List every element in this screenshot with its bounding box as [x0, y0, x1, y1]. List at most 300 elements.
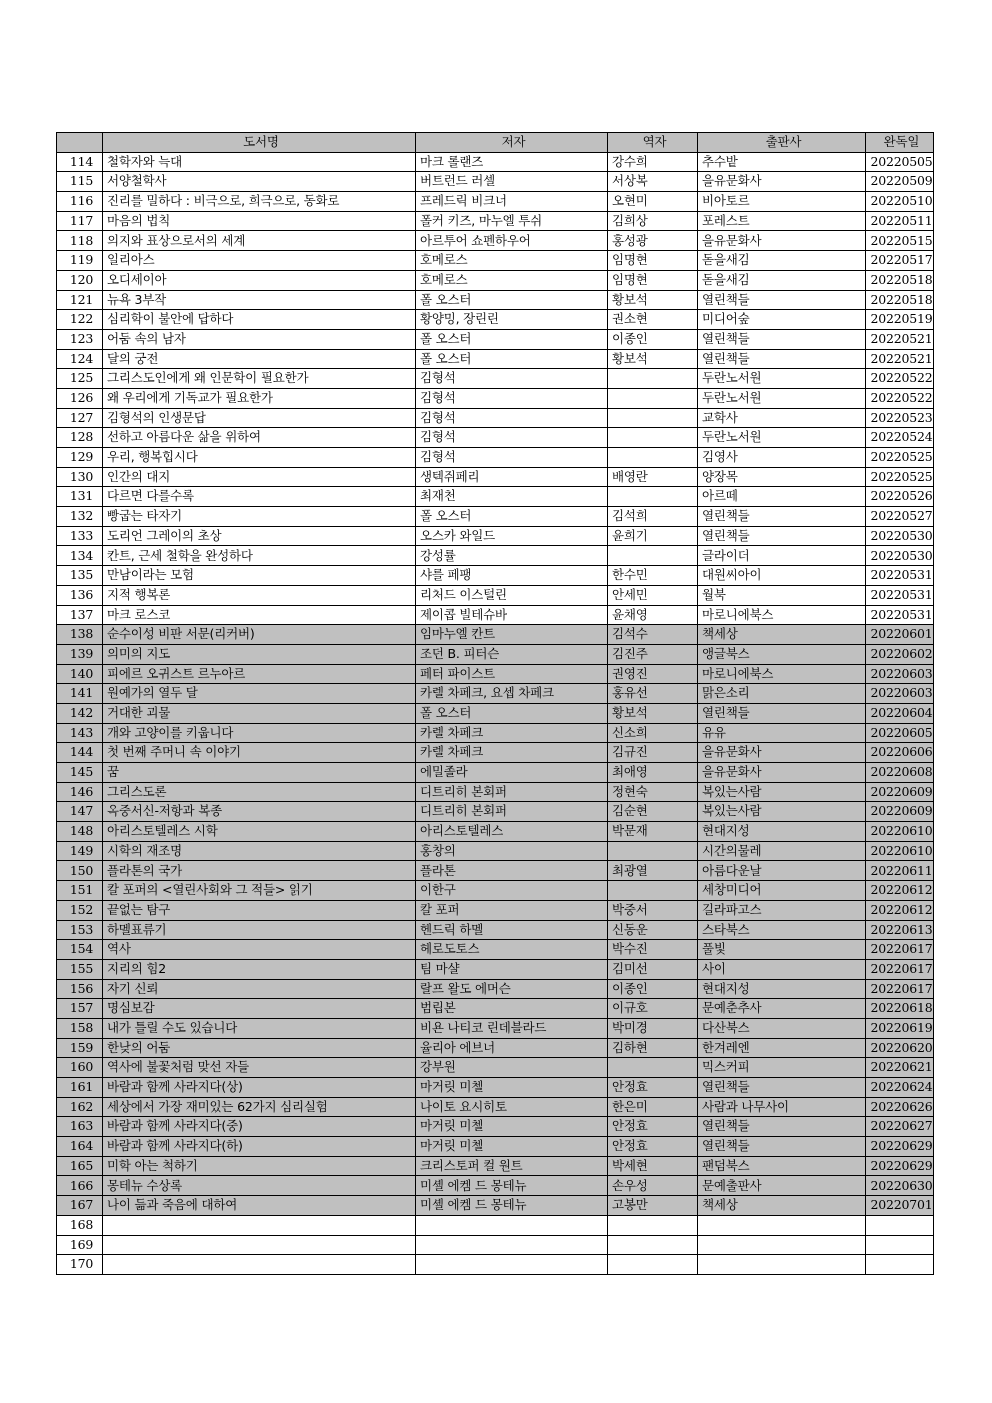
table-header	[57, 133, 934, 153]
cell-author: 김형석	[416, 369, 608, 389]
cell-title: 달의 궁전	[103, 349, 416, 369]
cell-title: 의지와 표상으로서의 세계	[103, 231, 416, 251]
cell-finished-date: 20220601	[866, 625, 934, 645]
cell-row-number: 121	[57, 290, 103, 310]
cell-author: 플라톤	[416, 861, 608, 881]
cell-row-number: 161	[57, 1078, 103, 1098]
cell-title: 칸트, 근세 철학을 완성하다	[103, 546, 416, 566]
cell-publisher: 월북	[698, 585, 866, 605]
table-row	[57, 900, 934, 920]
cell-title: 서양철학사	[103, 172, 416, 192]
cell-row-number: 146	[57, 782, 103, 802]
cell-author: 디트리히 본회퍼	[416, 782, 608, 802]
cell-publisher: 추수밭	[698, 152, 866, 172]
cell-title: 도리언 그레이의 초상	[103, 526, 416, 546]
cell-title: 일리아스	[103, 251, 416, 271]
cell-row-number: 120	[57, 270, 103, 290]
cell-publisher: 김영사	[698, 448, 866, 468]
cell-row-number: 138	[57, 625, 103, 645]
cell-author: 폴커 키즈, 마누엘 투쉬	[416, 211, 608, 231]
table-row	[57, 1176, 934, 1196]
cell-row-number: 128	[57, 428, 103, 448]
cell-row-number: 114	[57, 152, 103, 172]
cell-author: 폴 오스터	[416, 329, 608, 349]
table-row	[57, 408, 934, 428]
table-row	[57, 211, 934, 231]
table-row	[57, 664, 934, 684]
table-row	[57, 625, 934, 645]
cell-row-number: 148	[57, 822, 103, 842]
cell-translator: 황보석	[608, 290, 698, 310]
cell-title	[103, 1215, 416, 1235]
cell-author: 리처드 이스털린	[416, 585, 608, 605]
cell-row-number: 140	[57, 664, 103, 684]
cell-finished-date: 20220627	[866, 1117, 934, 1137]
table-row	[57, 1255, 934, 1275]
cell-translator: 홍성광	[608, 231, 698, 251]
cell-finished-date: 20220505	[866, 152, 934, 172]
cell-author: 비욘 나티코 린데블라드	[416, 1018, 608, 1038]
cell-title: 우리, 행복힙시다	[103, 448, 416, 468]
cell-row-number: 168	[57, 1215, 103, 1235]
cell-finished-date: 20220521	[866, 329, 934, 349]
cell-publisher: 열린책들	[698, 526, 866, 546]
cell-translator: 한은미	[608, 1097, 698, 1117]
cell-finished-date: 20220619	[866, 1018, 934, 1038]
cell-title: 한낮의 어둠	[103, 1038, 416, 1058]
cell-translator	[608, 881, 698, 901]
cell-translator	[608, 841, 698, 861]
cell-title: 끝없는 탐구	[103, 900, 416, 920]
cell-finished-date: 20220603	[866, 664, 934, 684]
table-row	[57, 585, 934, 605]
cell-title: 바람과 함께 사라지다(하)	[103, 1137, 416, 1157]
cell-translator: 박중서	[608, 900, 698, 920]
cell-author: 호메로스	[416, 251, 608, 271]
cell-finished-date: 20220522	[866, 388, 934, 408]
cell-finished-date: 20220526	[866, 487, 934, 507]
cell-title: 어둠 속의 남자	[103, 329, 416, 349]
cell-author: 아르투어 쇼펜하우어	[416, 231, 608, 251]
cell-title: 마크 로스코	[103, 605, 416, 625]
cell-title	[103, 1255, 416, 1275]
cell-publisher: 복있는사람	[698, 782, 866, 802]
cell-finished-date: 20220611	[866, 861, 934, 881]
cell-author: 아리스토텔레스	[416, 822, 608, 842]
cell-finished-date: 20220626	[866, 1097, 934, 1117]
cell-publisher: 을유문화사	[698, 743, 866, 763]
cell-title: 선하고 아름다운 삶을 위하여	[103, 428, 416, 448]
cell-finished-date: 20220525	[866, 467, 934, 487]
cell-author	[416, 1235, 608, 1255]
cell-author: 나이토 요시히토	[416, 1097, 608, 1117]
cell-publisher: 앵글북스	[698, 644, 866, 664]
table-row	[57, 802, 934, 822]
cell-title: 원예가의 열두 달	[103, 684, 416, 704]
cell-author: 폴 오스터	[416, 349, 608, 369]
cell-author: 강성률	[416, 546, 608, 566]
cell-row-number: 156	[57, 979, 103, 999]
cell-translator: 이종인	[608, 979, 698, 999]
table-row	[57, 388, 934, 408]
cell-title: 순수이성 비판 서문(리커버)	[103, 625, 416, 645]
cell-finished-date: 20220531	[866, 566, 934, 586]
cell-publisher: 사람과 나무사이	[698, 1097, 866, 1117]
cell-row-number: 117	[57, 211, 103, 231]
cell-finished-date: 20220610	[866, 841, 934, 861]
cell-row-number: 149	[57, 841, 103, 861]
cell-translator: 정현숙	[608, 782, 698, 802]
cell-translator: 김규진	[608, 743, 698, 763]
cell-author: 김형석	[416, 408, 608, 428]
cell-translator: 손우성	[608, 1176, 698, 1196]
cell-row-number: 127	[57, 408, 103, 428]
cell-translator: 황보석	[608, 349, 698, 369]
cell-author: 카렐 차페크	[416, 743, 608, 763]
cell-translator: 최애영	[608, 763, 698, 783]
cell-publisher: 열린책들	[698, 1117, 866, 1137]
table-row	[57, 251, 934, 271]
cell-translator	[608, 1255, 698, 1275]
cell-translator: 임명현	[608, 270, 698, 290]
cell-publisher: 아르떼	[698, 487, 866, 507]
cell-title: 의미의 지도	[103, 644, 416, 664]
cell-title: 거대한 괴물	[103, 703, 416, 723]
cell-row-number: 157	[57, 999, 103, 1019]
cell-publisher: 열린책들	[698, 1137, 866, 1157]
table-row	[57, 1156, 934, 1176]
cell-translator: 오현미	[608, 192, 698, 212]
cell-finished-date: 20220629	[866, 1156, 934, 1176]
cell-translator: 고봉만	[608, 1196, 698, 1216]
cell-translator: 김석희	[608, 507, 698, 527]
cell-title: 자기 신뢰	[103, 979, 416, 999]
table-row	[57, 999, 934, 1019]
cell-translator: 권소현	[608, 310, 698, 330]
cell-title: 그리스도인에게 왜 인문학이 필요한가	[103, 369, 416, 389]
table-row	[57, 723, 934, 743]
table-row	[57, 546, 934, 566]
cell-publisher: 스타북스	[698, 920, 866, 940]
cell-row-number: 166	[57, 1176, 103, 1196]
cell-publisher: 열린책들	[698, 703, 866, 723]
cell-finished-date: 20220602	[866, 644, 934, 664]
cell-row-number: 155	[57, 959, 103, 979]
cell-author: 마거릿 미첼	[416, 1137, 608, 1157]
table-row	[57, 1235, 934, 1255]
cell-translator	[608, 546, 698, 566]
cell-finished-date: 20220612	[866, 900, 934, 920]
cell-author: 프레드릭 비크너	[416, 192, 608, 212]
cell-title: 미학 아는 척하기	[103, 1156, 416, 1176]
cell-publisher: 맑은소리	[698, 684, 866, 704]
cell-title: 지리의 힘2	[103, 959, 416, 979]
cell-publisher: 책세상	[698, 625, 866, 645]
cell-publisher: 책세상	[698, 1196, 866, 1216]
cell-finished-date: 20220518	[866, 290, 934, 310]
column-header-publisher: 출판사	[698, 133, 866, 153]
column-header-finished-date: 완독일	[866, 133, 934, 153]
cell-row-number: 142	[57, 703, 103, 723]
cell-publisher: 열린책들	[698, 349, 866, 369]
cell-row-number: 145	[57, 763, 103, 783]
cell-row-number: 116	[57, 192, 103, 212]
table-row	[57, 507, 934, 527]
cell-author: 미셸 에켐 드 몽테뉴	[416, 1176, 608, 1196]
cell-author: 김형석	[416, 428, 608, 448]
cell-finished-date: 20220609	[866, 802, 934, 822]
cell-translator: 안정효	[608, 1137, 698, 1157]
table-row	[57, 841, 934, 861]
table-row	[57, 1058, 934, 1078]
cell-row-number: 139	[57, 644, 103, 664]
cell-publisher: 마로니에북스	[698, 605, 866, 625]
cell-publisher: 세창미디어	[698, 881, 866, 901]
cell-finished-date: 20220621	[866, 1058, 934, 1078]
cell-author: 임마누엘 칸트	[416, 625, 608, 645]
cell-translator: 최광열	[608, 861, 698, 881]
table-row	[57, 369, 934, 389]
cell-translator: 김희상	[608, 211, 698, 231]
cell-author: 버트런드 러셀	[416, 172, 608, 192]
cell-publisher: 시간의물레	[698, 841, 866, 861]
cell-translator: 홍유선	[608, 684, 698, 704]
cell-translator: 신소희	[608, 723, 698, 743]
cell-title: 왜 우리에게 기독교가 필요한가	[103, 388, 416, 408]
cell-author: 폴 오스터	[416, 507, 608, 527]
cell-translator: 한수민	[608, 566, 698, 586]
table-row	[57, 782, 934, 802]
cell-publisher: 유유	[698, 723, 866, 743]
cell-author: 김형석	[416, 448, 608, 468]
cell-title: 시학의 재조명	[103, 841, 416, 861]
cell-translator	[608, 448, 698, 468]
cell-publisher: 두란노서원	[698, 369, 866, 389]
cell-publisher: 팬덤북스	[698, 1156, 866, 1176]
cell-title: 몽테뉴 수상록	[103, 1176, 416, 1196]
cell-row-number: 160	[57, 1058, 103, 1078]
cell-title: 명심보감	[103, 999, 416, 1019]
cell-publisher: 미디어숲	[698, 310, 866, 330]
cell-translator	[608, 487, 698, 507]
cell-translator: 강수희	[608, 152, 698, 172]
cell-title: 역사	[103, 940, 416, 960]
table-row	[57, 487, 934, 507]
cell-translator: 박문재	[608, 822, 698, 842]
cell-author: 마크 롤랜즈	[416, 152, 608, 172]
table-row	[57, 881, 934, 901]
cell-author: 헤로도토스	[416, 940, 608, 960]
cell-finished-date: 20220531	[866, 585, 934, 605]
table-row	[57, 329, 934, 349]
table-row	[57, 1215, 934, 1235]
cell-publisher: 대원씨아이	[698, 566, 866, 586]
cell-row-number: 135	[57, 566, 103, 586]
cell-translator: 안정효	[608, 1078, 698, 1098]
cell-publisher: 포레스트	[698, 211, 866, 231]
table-row	[57, 310, 934, 330]
cell-title: 지적 행복론	[103, 585, 416, 605]
cell-translator: 황보석	[608, 703, 698, 723]
cell-finished-date	[866, 1235, 934, 1255]
cell-row-number: 126	[57, 388, 103, 408]
cell-title: 다르면 다를수록	[103, 487, 416, 507]
cell-title: 세상에서 가장 재미있는 62가지 심리실험	[103, 1097, 416, 1117]
cell-author: 페터 파이스트	[416, 664, 608, 684]
cell-finished-date: 20220518	[866, 270, 934, 290]
cell-row-number: 137	[57, 605, 103, 625]
table-row	[57, 822, 934, 842]
table-row	[57, 763, 934, 783]
cell-row-number: 154	[57, 940, 103, 960]
cell-translator	[608, 369, 698, 389]
cell-row-number: 115	[57, 172, 103, 192]
table-row	[57, 467, 934, 487]
cell-finished-date: 20220531	[866, 605, 934, 625]
cell-finished-date: 20220519	[866, 310, 934, 330]
cell-publisher: 다산북스	[698, 1018, 866, 1038]
cell-publisher	[698, 1255, 866, 1275]
cell-finished-date: 20220630	[866, 1176, 934, 1196]
table-row	[57, 152, 934, 172]
cell-row-number: 130	[57, 467, 103, 487]
table-row	[57, 1196, 934, 1216]
cell-title: 하멜표류기	[103, 920, 416, 940]
cell-translator: 김미선	[608, 959, 698, 979]
header-row	[57, 133, 934, 153]
table-row	[57, 959, 934, 979]
cell-translator: 김하현	[608, 1038, 698, 1058]
cell-row-number: 151	[57, 881, 103, 901]
cell-title: 인간의 대지	[103, 467, 416, 487]
cell-row-number: 164	[57, 1137, 103, 1157]
cell-row-number: 167	[57, 1196, 103, 1216]
cell-row-number: 158	[57, 1018, 103, 1038]
cell-finished-date: 20220618	[866, 999, 934, 1019]
cell-author: 에밀졸라	[416, 763, 608, 783]
cell-title: 옥중서신-저항과 복종	[103, 802, 416, 822]
cell-row-number: 147	[57, 802, 103, 822]
cell-publisher: 마로니에북스	[698, 664, 866, 684]
cell-row-number: 170	[57, 1255, 103, 1275]
cell-row-number: 136	[57, 585, 103, 605]
cell-row-number: 141	[57, 684, 103, 704]
cell-author: 최재천	[416, 487, 608, 507]
table-row	[57, 270, 934, 290]
cell-author: 김형석	[416, 388, 608, 408]
table-row	[57, 290, 934, 310]
cell-translator: 김진주	[608, 644, 698, 664]
cell-finished-date	[866, 1215, 934, 1235]
cell-publisher: 믹스커피	[698, 1058, 866, 1078]
cell-title: 철학자와 늑대	[103, 152, 416, 172]
cell-finished-date: 20220530	[866, 546, 934, 566]
cell-author: 홍창의	[416, 841, 608, 861]
cell-author: 마거릿 미첼	[416, 1078, 608, 1098]
table-row	[57, 605, 934, 625]
cell-finished-date: 20220606	[866, 743, 934, 763]
cell-row-number: 123	[57, 329, 103, 349]
cell-row-number: 119	[57, 251, 103, 271]
cell-author: 팀 마샬	[416, 959, 608, 979]
cell-publisher: 을유문화사	[698, 172, 866, 192]
cell-finished-date: 20220701	[866, 1196, 934, 1216]
cell-row-number: 150	[57, 861, 103, 881]
cell-publisher: 교학사	[698, 408, 866, 428]
table-row	[57, 1117, 934, 1137]
cell-translator: 안정효	[608, 1117, 698, 1137]
cell-finished-date: 20220517	[866, 251, 934, 271]
cell-translator	[608, 428, 698, 448]
cell-translator: 안세민	[608, 585, 698, 605]
cell-finished-date: 20220609	[866, 782, 934, 802]
cell-title: 만남이라는 모험	[103, 566, 416, 586]
table-row	[57, 1038, 934, 1058]
cell-row-number: 144	[57, 743, 103, 763]
cell-row-number: 169	[57, 1235, 103, 1255]
cell-publisher: 복있는사람	[698, 802, 866, 822]
cell-author: 칼 포퍼	[416, 900, 608, 920]
cell-publisher: 열린책들	[698, 290, 866, 310]
cell-author: 폴 오스터	[416, 703, 608, 723]
cell-author: 황양밍, 장린린	[416, 310, 608, 330]
cell-title: 칼 포퍼의 <열린사회와 그 적들> 읽기	[103, 881, 416, 901]
cell-publisher: 열린책들	[698, 329, 866, 349]
cell-publisher: 현대지성	[698, 822, 866, 842]
cell-author: 폴 오스터	[416, 290, 608, 310]
cell-finished-date: 20220613	[866, 920, 934, 940]
cell-author: 율리아 에브너	[416, 1038, 608, 1058]
cell-translator: 윤희기	[608, 526, 698, 546]
cell-finished-date: 20220525	[866, 448, 934, 468]
cell-author: 이한구	[416, 881, 608, 901]
cell-author	[416, 1215, 608, 1235]
cell-author: 호메로스	[416, 270, 608, 290]
cell-translator: 서상복	[608, 172, 698, 192]
cell-publisher: 길라파고스	[698, 900, 866, 920]
table-row	[57, 644, 934, 664]
table-row	[57, 1078, 934, 1098]
cell-title: 마음의 법칙	[103, 211, 416, 231]
cell-publisher: 을유문화사	[698, 231, 866, 251]
cell-finished-date: 20220524	[866, 428, 934, 448]
cell-publisher: 돋을새김	[698, 270, 866, 290]
cell-row-number: 143	[57, 723, 103, 743]
cell-finished-date: 20220629	[866, 1137, 934, 1157]
cell-row-number: 122	[57, 310, 103, 330]
cell-row-number: 134	[57, 546, 103, 566]
cell-title: 진리를 밀하다 : 비극으로, 희극으로, 동화로	[103, 192, 416, 212]
cell-row-number: 118	[57, 231, 103, 251]
cell-author: 헨드릭 하멜	[416, 920, 608, 940]
cell-finished-date: 20220608	[866, 763, 934, 783]
cell-finished-date: 20220510	[866, 192, 934, 212]
cell-row-number: 152	[57, 900, 103, 920]
table-row	[57, 1018, 934, 1038]
cell-finished-date: 20220617	[866, 959, 934, 979]
table-row	[57, 349, 934, 369]
cell-publisher: 사이	[698, 959, 866, 979]
table-row	[57, 861, 934, 881]
cell-title: 심리학이 불안에 답하다	[103, 310, 416, 330]
table-row	[57, 920, 934, 940]
cell-title: 나이 듦과 죽음에 대하여	[103, 1196, 416, 1216]
cell-publisher: 양장목	[698, 467, 866, 487]
cell-author: 미셸 에켐 드 몽테뉴	[416, 1196, 608, 1216]
column-header-author: 저자	[416, 133, 608, 153]
table-row	[57, 1097, 934, 1117]
cell-finished-date	[866, 1255, 934, 1275]
